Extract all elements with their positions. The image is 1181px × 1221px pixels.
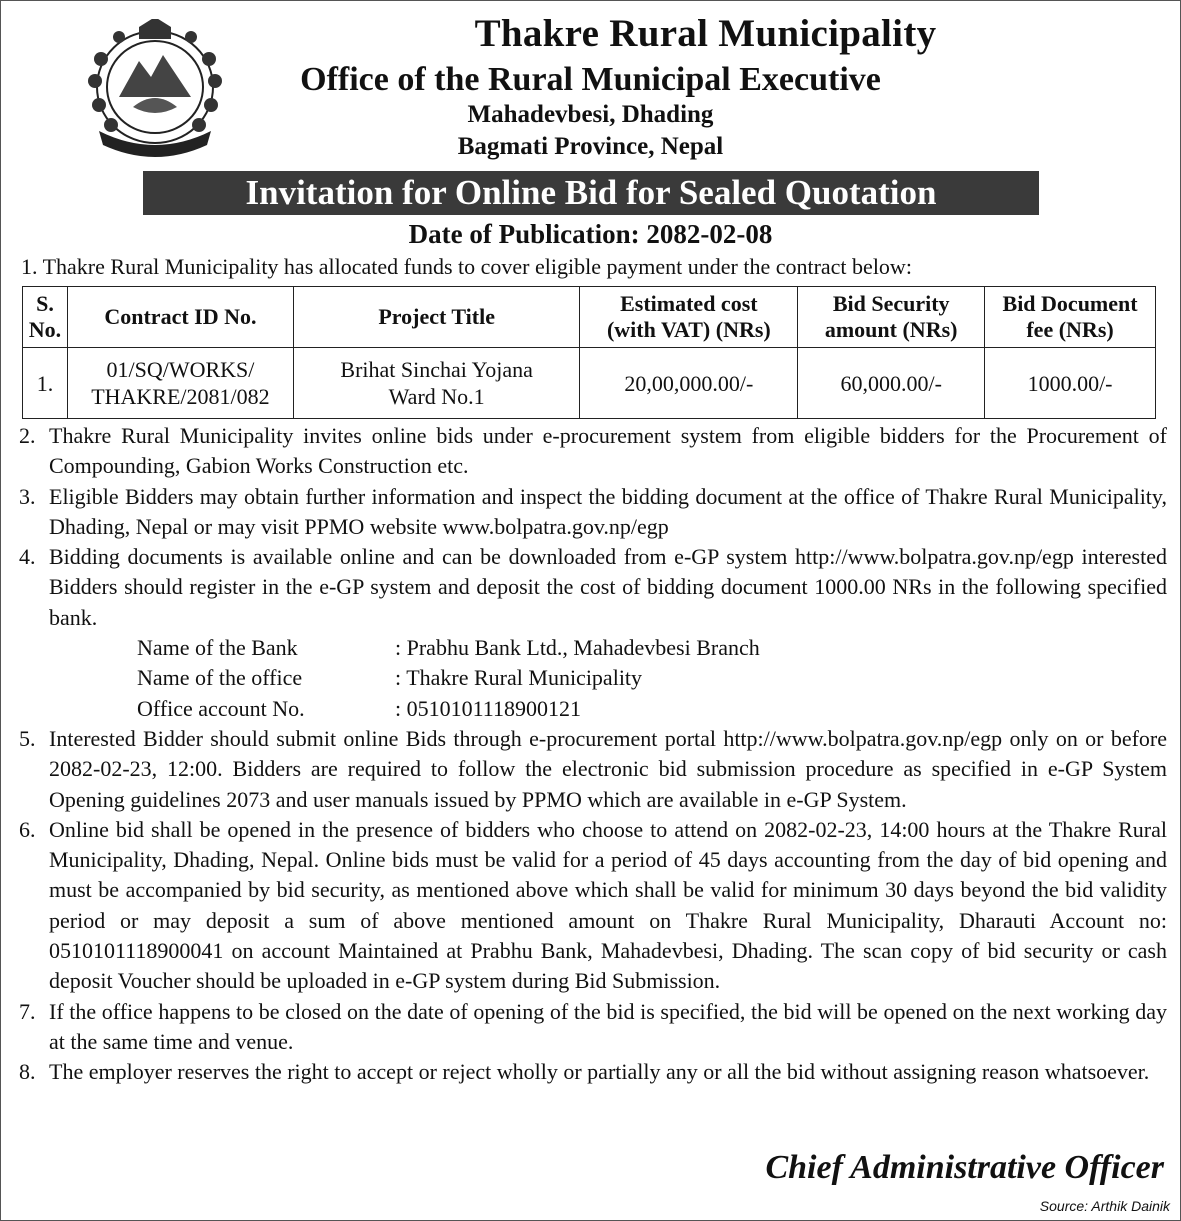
- account-label: Office account No.: [137, 695, 305, 721]
- list-item: 8. The employer reserves the right to accept or reject wholly or partially any or all the bid without assigning reason whatsoever.: [19, 1059, 1150, 1085]
- header-estimated-cost: Estimated cost (with VAT) (NRs): [580, 287, 798, 348]
- table-row: [23, 348, 1156, 419]
- publication-date: Date of Publication: 2082-02-08: [408, 219, 773, 249]
- cell-bid-security: 60,000.00/-: [798, 348, 985, 419]
- notice-title: Invitation for Online Bid for Sealed Quotation: [143, 171, 1039, 215]
- cell-sno: 1.: [23, 348, 68, 419]
- list-item: 3. Eligible Bidders may obtain further information and inspect the bidding document at the office of Thakre Rural Municipality, Dhading, Nepal or may visit PPMO website www.bolpatra.gov.np/egp: [19, 483, 1167, 539]
- list-item: 2. Thakre Rural Municipality invites online bids under e-procurement system from eligible bidders for the Procurement of Compounding, Gabion Works Construction etc.: [19, 423, 1167, 479]
- list-item: 4. Bidding documents is available online and can be downloaded from e-GP system http://www.bolpatra.gov.np/egp interested Bidders should register in the e-GP system and deposit the cost of bidding document 1000.00 NRs in the following specified bank.: [19, 544, 1167, 630]
- table-header-row: [23, 287, 1156, 348]
- contract-table: [22, 286, 1156, 419]
- list-item: 5. Interested Bidder should submit online Bids through e-procurement portal http://www.bolpatra.gov.np/egp only on or before 2082-02-23, 12:00. Bidders are required to follow the electronic bid submission procedure as specified in e-GP System Opening guidelines 2073 and user manuals issued by PPMO which are available in e-GP System.: [19, 725, 1167, 812]
- office-name-label: Name of the office: [137, 665, 303, 691]
- bank-name-value: : Prabhu Bank Ltd., Mahadevbesi Branch: [395, 635, 760, 661]
- office-name-value: : Thakre Rural Municipality: [395, 665, 643, 691]
- address-line-1: Mahadevbesi, Dhading: [467, 101, 714, 128]
- header-sno: S. No.: [23, 287, 68, 348]
- cell-contract-id: 01/SQ/WORKS/ THAKRE/2081/082: [67, 348, 293, 419]
- header-bid-security: Bid Security amount (NRs): [798, 287, 985, 348]
- list-item: 6. Online bid shall be opened in the presence of bidders who choose to attend on 2082-02-23, 14:00 hours at the Thakre Rural Municipality, Dhading, Nepal. Online bids must be valid for a period of 45 days accounting from the day of bid opening and must be accompanied by bid security, as mentioned above which shall be valid for minimum 30 days beyond the bid validity period or may deposit a sum of above mentioned amount on Thakre Rural Municipality, Dharauti Account no: 0510101118900041 on account Maintained at Prabhu Bank, Mahadevbesi, Dhading. The scan copy of bid security or cash deposit Voucher should be uploaded in e-GP system during Bid Submission.: [19, 816, 1167, 994]
- cell-project-title: Brihat Sinchai Yojana Ward No.1: [293, 348, 580, 419]
- office-name: Office of the Rural Municipal Executive: [300, 61, 881, 98]
- list-item: 7. If the office happens to be closed on the date of opening of the bid is specified, the bid will be opened on the next working day at the same time and venue.: [19, 998, 1167, 1054]
- header-project-title: Project Title: [293, 287, 580, 348]
- address-line-2: Bagmati Province, Nepal: [457, 133, 724, 160]
- account-value: : 0510101118900121: [395, 695, 581, 721]
- org-name: Thakre Rural Municipality: [474, 12, 937, 55]
- cell-bid-fee: 1000.00/-: [985, 348, 1156, 419]
- notice-body: [19, 421, 1167, 1088]
- intro-paragraph: 1. Thakre Rural Municipality has allocated funds to cover eligible payment under the contract below:: [21, 254, 912, 279]
- header-contract-id: Contract ID No.: [67, 287, 293, 348]
- bank-details: [19, 633, 1167, 724]
- bank-name-label: Name of the Bank: [137, 635, 298, 661]
- source-credit: Source: Arthik Dainik: [1039, 1198, 1170, 1214]
- signatory-title: Chief Administrative Officer: [765, 1149, 1164, 1186]
- header-bid-fee: Bid Document fee (NRs): [985, 287, 1156, 348]
- cell-estimated-cost: 20,00,000.00/-: [580, 348, 798, 419]
